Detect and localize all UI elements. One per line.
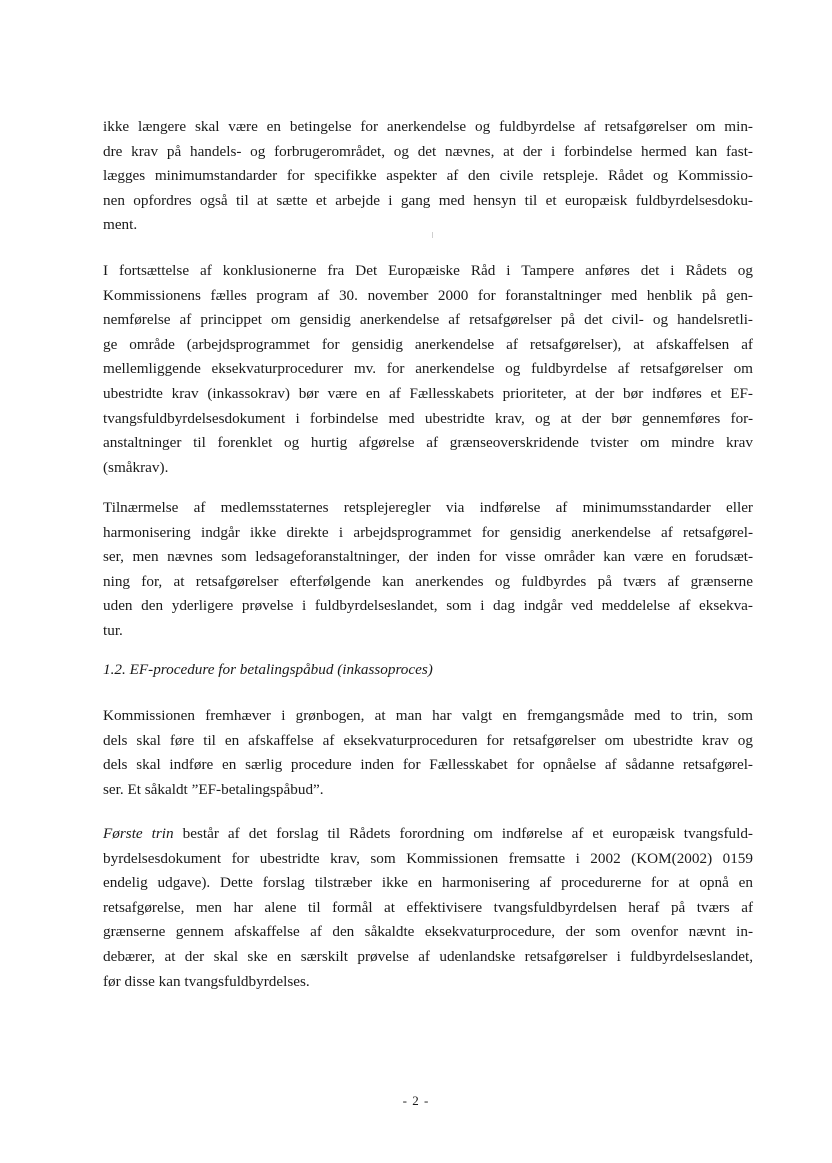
text-line: byrdelsesdokument for ubestridte krav, som Kommissionen fremsatte i 2002 (KOM(2002) 0159 — [103, 849, 753, 867]
paragraph-4 — [103, 704, 753, 802]
text-line: tvangsfuldbyrdelsesdokument i forbindelse med ubestridte krav, og at der bør gennemføres for- — [103, 409, 753, 427]
text-line: I fortsættelse af konklusionerne fra Det Europæiske Råd i Tampere anføres det i Rådets og — [103, 262, 753, 279]
text-line: dels skal indføre en særlig procedure inden for Fællesskabet for opnåelse af sådanne retsafgørel- — [103, 756, 753, 774]
text-line: ser. Et såkaldt ”EF-betalingspåbud”. — [103, 780, 324, 798]
page-number: - 2 - — [402, 1093, 430, 1108]
text-line: lægges minimumstandarder for specifikke aspekter af den civile retspleje. Rådet og Kommissio- — [103, 167, 753, 185]
scan-artifact — [432, 232, 433, 238]
text-line: ning for, at retsafgørelser efterfølgende kan anerkendes og fuldbyrdes på tværs af grænserne — [103, 572, 753, 590]
text-line: Kommissionens fælles program af 30. november 2000 for foranstaltninger med henblik på gen- — [103, 286, 753, 304]
text-line: dels skal føre til en afskaffelse af eksekvaturproceduren for retsafgørelser om ubestridte krav og — [103, 731, 753, 749]
text-line: før disse kan tvangsfuldbyrdelses. — [103, 972, 310, 990]
text-line: ser, men nævnes som ledsageforanstaltninger, der inden for visse områder kan være en forudsæt- — [103, 548, 753, 566]
text-line: harmonisering indgår ikke direkte i arbejdsprogrammet for gensidig anerkendelse af retsafgørel- — [103, 523, 753, 541]
text-line: grænserne gennem afskaffelse af den såkaldte eksekvaturprocedure, der som ovenfor nævnt in- — [103, 923, 753, 941]
text-line: uden den yderligere prøvelse i fuldbyrdelseslandet, som i dag indgår ved meddelelse af eksekva- — [103, 597, 753, 615]
paragraph-1 — [103, 115, 753, 238]
section-heading: 1.2. EF-procedure for betalingspåbud (inkassoproces) — [103, 661, 433, 678]
text-line: (småkrav). — [103, 458, 169, 476]
text-line: ment. — [103, 216, 138, 234]
text-line: ikke længere skal være en betingelse for anerkendelse og fuldbyrdelse af retsafgørelser om min- — [103, 118, 753, 135]
lead-italic-text: Første trin — [103, 825, 174, 842]
paragraph-5 — [103, 822, 753, 994]
paragraph-2 — [103, 259, 753, 480]
text-line: nemførelse af princippet om gensidig anerkendelse af retsafgørelser på det civil- og handelsretli- — [103, 311, 753, 329]
text-line: mellemliggende eksekvaturprocedurer mv. for anerkendelse og fuldbyrdelse af retsafgørelser om — [103, 360, 753, 378]
text-line-rest: består af det forslag til Rådets forordning om indførelse af et europæisk tvangsfuld- — [173, 825, 753, 842]
text-line: endelig udgave). Dette forslag tilstræber ikke en harmonisering af procedurerne for at opnå en — [103, 874, 753, 892]
text-line: ubestridte krav (inkassokrav) bør være en af Fællesskabets prioriteter, at der bør indføres et EF- — [103, 384, 753, 402]
text-line: anstaltninger til forenklet og hurtig afgørelse af grænseoverskridende tvister om mindre krav — [103, 434, 753, 452]
text-line: retsafgørelse, men har alene til formål at effektivisere tvangsfuldbyrdelsen heraf på tværs af — [103, 898, 753, 916]
text-line: debærer, at der skal ske en særskilt prøvelse af udenlandske retsafgørelser i fuldbyrdelseslandet, — [103, 947, 753, 965]
text-line: tur. — [103, 621, 123, 639]
text-line: Tilnærmelse af medlemsstaternes retsplejeregler via indførelse af minimumsstandarder eller — [103, 499, 753, 516]
text-line: nen opfordres også til at sætte et arbejde i gang med hensyn til et europæisk fuldbyrdelsesdoku- — [103, 191, 753, 209]
text-line — [103, 822, 753, 847]
text-line: Kommissionen fremhæver i grønbogen, at man har valgt en fremgangsmåde med to trin, som — [103, 707, 753, 724]
text-line: ge område (arbejdsprogrammet for gensidig anerkendelse af retsafgørelser), at afskaffelsen af — [103, 335, 753, 353]
text-line: dre krav på handels- og forbrugerområdet, og det nævnes, at der i forbindelse hermed kan fast- — [103, 142, 753, 160]
paragraph-3 — [103, 496, 753, 644]
